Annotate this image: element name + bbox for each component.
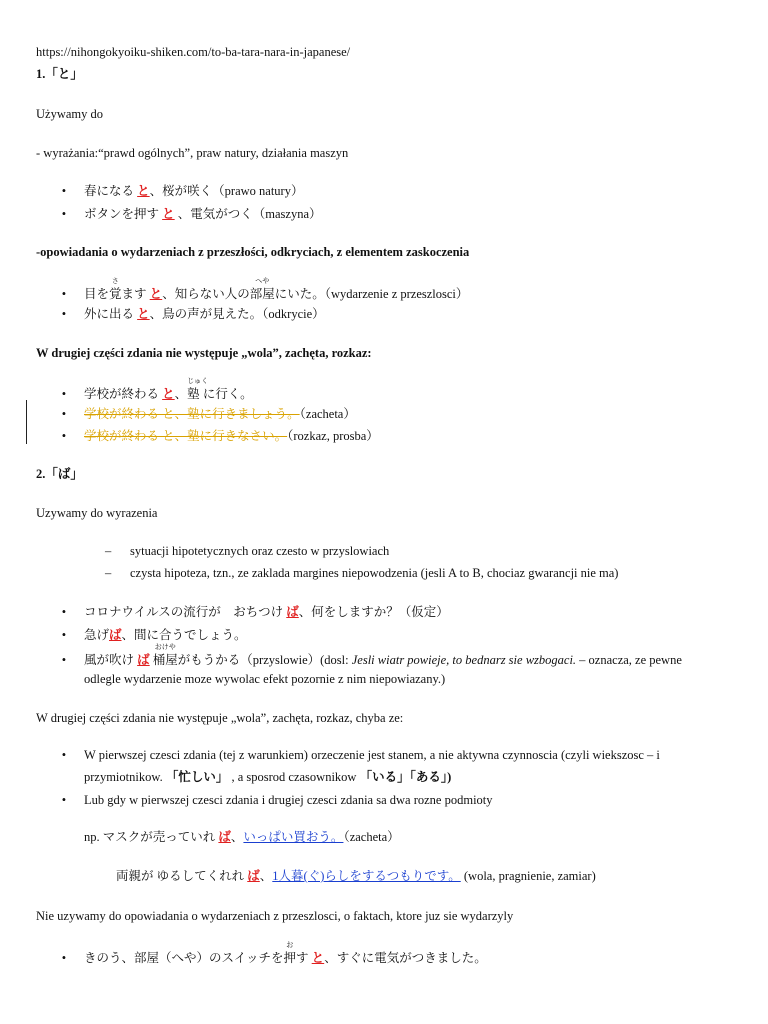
dash: – xyxy=(105,544,112,558)
bullet: • xyxy=(61,207,67,221)
s2-intro: Uzywamy do wyrazenia xyxy=(36,506,158,520)
bullet: • xyxy=(61,605,67,619)
source-url[interactable]: https://nihongokyoiku-shiken.com/to-ba-tara-nara-in-japanese/ xyxy=(36,45,351,59)
s1-intro: Używamy do xyxy=(36,107,103,121)
dash: – xyxy=(105,566,112,580)
s1-example-6-struck: 学校が終わる と、塾に行きましょう。（zacheta） xyxy=(84,407,356,421)
s2-rule: W drugiej części zdania nie występuje „wola”, zachęta, rozkaz, chyba ze: xyxy=(36,711,404,725)
bullet: • xyxy=(61,951,67,965)
s2-dash-item-1: sytuacji hipotetycznych oraz czesto w przyslowiach xyxy=(130,544,390,558)
section-1-heading: 1.「と」 xyxy=(36,67,83,81)
bullet: • xyxy=(61,793,67,807)
s2-example-np-2: 両親が ゆるしてくれれ ば、1人暮(ぐ)らしをするつもりです。 (wola, pragnienie, zamiar) xyxy=(116,869,596,883)
s1-definition: - wyrażania:“prawd ogólnych”, praw natury, działania maszyn xyxy=(36,146,349,160)
s2-bullet-1-continued: przymiotnikow. 「忙しい」 , a sposrod czasownikow 「いる」「ある」) xyxy=(84,770,452,784)
section-2-heading: 2.「ば」 xyxy=(36,467,83,481)
s2-example-3-continued: odlegle wydarzenie moze wywolac efekt pozornie z nim niepowiazany.) xyxy=(84,672,446,686)
bullet: • xyxy=(61,287,67,301)
s1-example-4: 外に出る と、鳥の声が見えた。（odkrycie） xyxy=(84,307,325,321)
s2-bullet-1: W pierwszej czesci zdania (tej z warunkiem) orzeczenie jest stanem, a nie aktywna czynnoscia (czyli wiekszosc – i xyxy=(84,748,660,762)
bullet: • xyxy=(61,307,67,321)
change-bar xyxy=(26,400,27,444)
s1-example-5: 学校が終わる と、 じゅく 塾 に行く。 xyxy=(84,377,253,401)
s2-rule-2: Nie uzywamy do opowiadania o wydarzeniach z przeszlosci, o faktach, ktore juz sie wydarzyly xyxy=(36,909,514,923)
bullet: • xyxy=(61,628,67,642)
s1-subheading-2: -opowiadania o wydarzeniach z przeszłości, odkryciach, z elementem zaskoczenia xyxy=(36,245,470,259)
s2-example-1: コロナウイルスの流行が おちつけ ば、何をしますか？（仮定） xyxy=(84,605,449,619)
s2-example-4: きのう、部屋（へや）のスイッチを お 押す と、すぐに電気がつきました。 xyxy=(84,941,487,965)
bullet: • xyxy=(61,407,67,421)
s2-bullet-2: Lub gdy w pierwszej czesci zdania i drugiej czesci zdania sa dwa rozne podmioty xyxy=(84,793,493,807)
bullet: • xyxy=(61,184,67,198)
s1-example-3: 目を さ 覚ます と、知らない人の へや 部屋にいた。（wydarzenie z przeszlosci） xyxy=(84,277,469,301)
bullet: • xyxy=(61,429,67,443)
s1-rule: W drugiej części zdania nie występuje „wola”, zachęta, rozkaz: xyxy=(36,346,372,360)
s1-example-7-struck: 学校が終わる と、塾に行きなさい。（rozkaz, prosba） xyxy=(84,429,379,443)
s2-example-np: np. マスクが売っていれ ば、いっぱい買おう。（zacheta） xyxy=(84,830,400,844)
s2-dash-item-2: czysta hipoteza, tzn., ze zaklada margines niepowodzenia (jesli A to B, chociaz gwarancji nie ma) xyxy=(130,566,619,580)
s1-example-2: ボタンを押す と 、電気がつく（maszyna） xyxy=(84,207,322,221)
s2-example-2: 急げば、間に合うでしょう。 xyxy=(84,628,247,642)
bullet: • xyxy=(61,387,67,401)
bullet: • xyxy=(61,653,67,667)
s1-example-1: 春になる と、桜が咲く（prawo natury） xyxy=(84,184,304,198)
s2-example-3: 風が吹け ば おけや 桶屋がもうかる（przyslowie）(dosl: Jesli wiatr powieje, to bednarz sie wzbogaci. – oznacza, ze pewne xyxy=(84,643,682,667)
bullet: • xyxy=(61,748,67,762)
